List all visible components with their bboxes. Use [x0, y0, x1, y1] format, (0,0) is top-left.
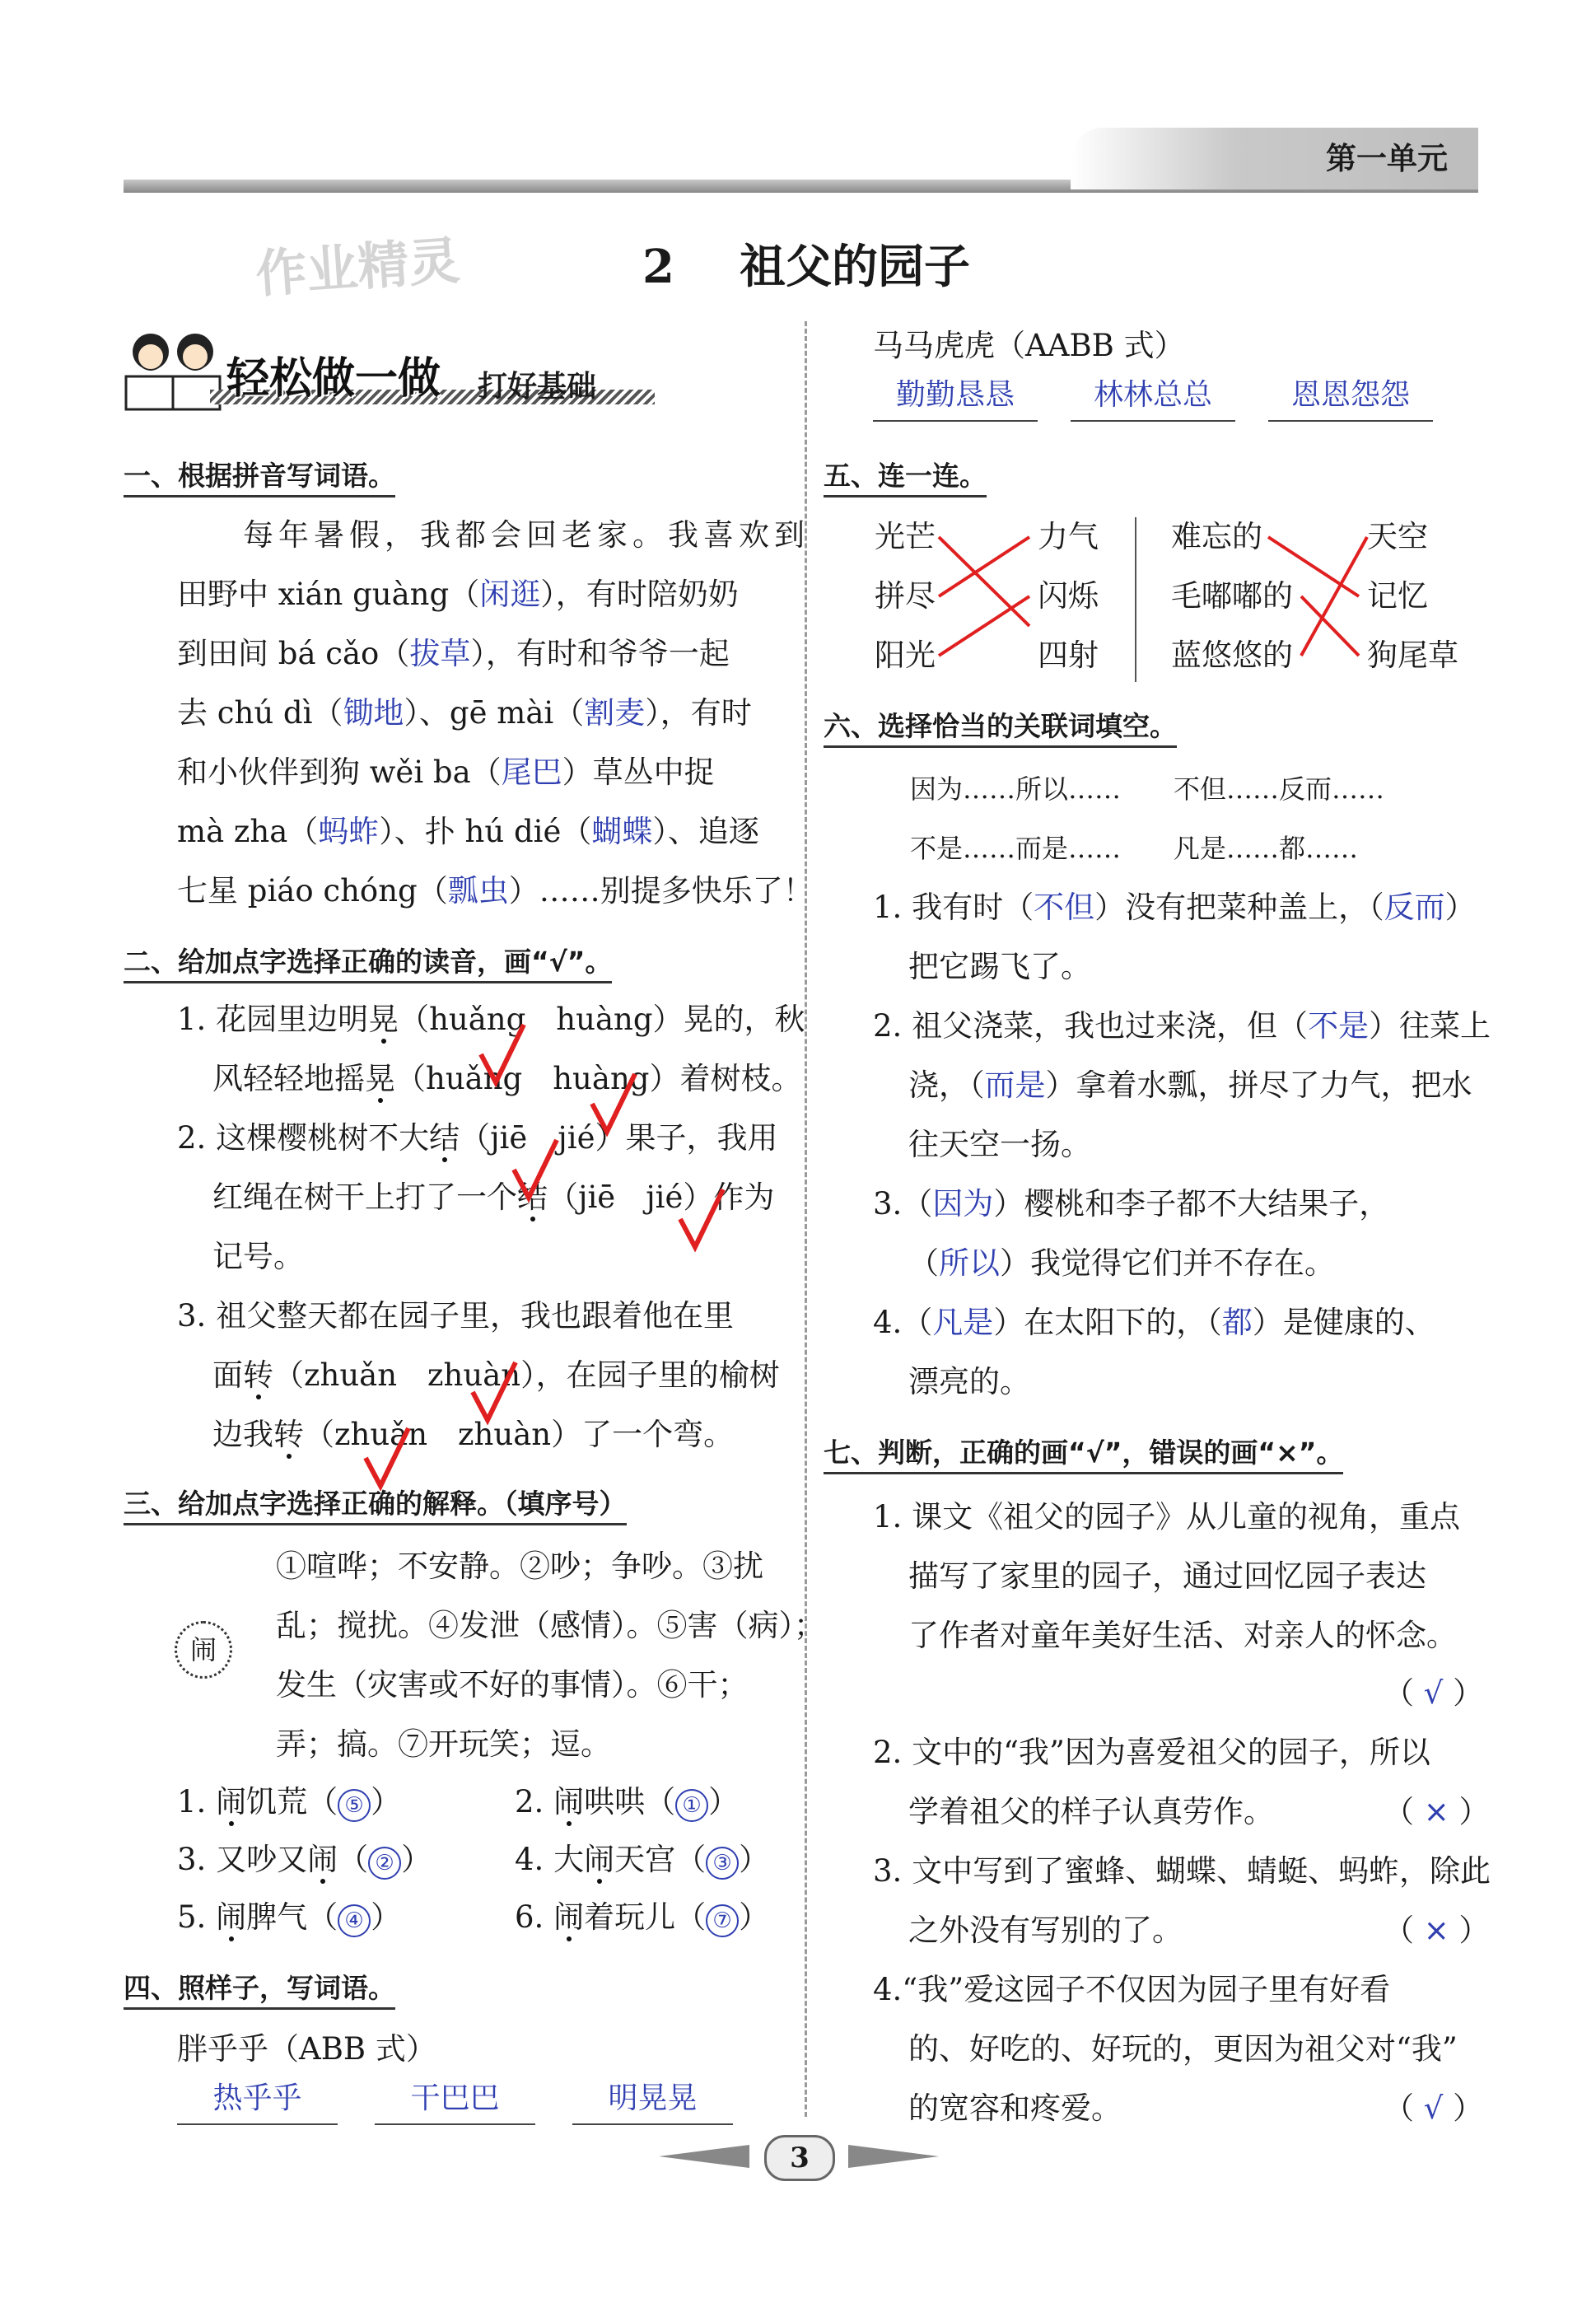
s3-item-6: 6. 闹着玩儿（ ⑦ ）	[515, 1888, 769, 1947]
match-line	[939, 596, 1029, 656]
answer-circle: ⑤	[338, 1789, 371, 1822]
s4-answer-aabb-3: 恩恩怨怨	[1268, 371, 1433, 422]
match-line	[1268, 537, 1359, 596]
s5-right2-0: 天空	[1367, 519, 1428, 554]
s3-item-1: 1. 闹饥荒（ ⑤ ）	[177, 1773, 401, 1832]
match-line	[939, 537, 1029, 596]
s6-options-2: 不是……而是…… 凡是……都……	[910, 833, 1359, 864]
banner-sub: 打好基础	[478, 370, 597, 404]
lesson-number: 2	[642, 240, 674, 294]
s6-q2-cont: 浇，（而是）拿着水瓢，拼尽了力气，把水	[908, 1067, 1472, 1103]
section-2-title: 二、给加点字选择正确的读音，画“√”。	[124, 941, 612, 983]
section-3-title: 三、给加点字选择正确的解释。（填序号）	[124, 1483, 627, 1525]
s6-q3: 3.（因为）樱桃和李子都不大结果子，	[873, 1186, 1390, 1222]
s7-q1-l2: 描写了家里的园子，通过回忆园子表达	[908, 1558, 1426, 1594]
s5-left1-1: 拼尽	[875, 578, 936, 614]
answer-circle: ①	[675, 1789, 708, 1822]
s1-line-6: 七星 piáo chóng（瓢虫）……别提多快乐了！	[177, 873, 814, 909]
answer-hudie: 蝴蝶	[591, 814, 653, 849]
s5-left1-0: 光芒	[875, 519, 936, 554]
answer-bacao: 拔草	[409, 636, 471, 671]
s4-answer-abb-1: 热乎乎	[177, 2074, 338, 2125]
s2-line-1: 1. 花园里边明晃（huǎng huàng）晃的，秋	[177, 1002, 805, 1037]
check-mark-icon	[362, 1425, 412, 1491]
s3-item-2: 2. 闹哄哄（ ① ）	[515, 1773, 739, 1832]
s7-q4-l3: 的宽容和疼爱。	[908, 2090, 1122, 2126]
check-mark-icon	[677, 1186, 726, 1252]
s5-right1-0: 力气	[1038, 519, 1099, 554]
s7-q4-answer: （ √ ）	[1384, 2090, 1484, 2126]
section-banner	[119, 325, 663, 416]
s2-line-4: 红绳在树干上打了一个结（jiē jié）作为	[212, 1180, 775, 1215]
s5-left1-2: 阳光	[875, 638, 936, 673]
s3-def-4: 弄；搞。⑦开玩笑；逗。	[276, 1726, 611, 1762]
s7-q3-l2: 之外没有写别的了。	[908, 1913, 1183, 1948]
answer-mazha: 蚂蚱	[318, 814, 380, 849]
s6-options-1: 因为……所以…… 不但……反而……	[910, 773, 1385, 805]
check-mark-icon	[469, 1359, 519, 1425]
s6-q4: 4.（凡是）在太阳下的，（都）是健康的、	[873, 1305, 1435, 1340]
s7-q1-answer: （ √ ）	[1384, 1675, 1484, 1711]
s7-q1-l3: 了作者对童年美好生活、对亲人的怀念。	[908, 1618, 1457, 1653]
answer-chudi: 锄地	[343, 695, 404, 731]
s5-right2-1: 记忆	[1367, 578, 1428, 614]
s5-left2-0: 难忘的	[1171, 519, 1262, 554]
s6-q1: 1. 我有时（不但）没有把菜种盖上，（反而）	[873, 890, 1476, 925]
s4-answer-abb-3: 明晃晃	[572, 2074, 733, 2125]
check-mark-icon	[478, 1021, 527, 1087]
answer-gemai: 割麦	[584, 695, 646, 731]
s4-answer-aabb-2: 林林总总	[1071, 371, 1235, 422]
match-line	[939, 537, 1029, 626]
column-divider	[805, 321, 807, 2117]
s5-right1-2: 四射	[1038, 638, 1099, 673]
s1-line-4: 和小伙伴到狗 wěi ba（尾巴）草丛中捉	[177, 754, 715, 790]
s1-line-5: mà zha（蚂蚱）、扑 hú dié（蝴蝶）、追逐	[177, 814, 759, 849]
answer-weiba: 尾巴	[501, 754, 562, 790]
s5-right2-2: 狗尾草	[1367, 638, 1458, 673]
s1-line-2: 到田间 bá cǎo（拔草），有时和爷爷一起	[177, 636, 730, 671]
s7-q3-l1: 3. 文中写到了蜜蜂、蝴蝶、蜻蜓、蚂蚱，除此	[873, 1853, 1491, 1889]
s3-item-5: 5. 闹脾气（ ④ ）	[177, 1888, 401, 1947]
s1-line-0: 每年暑假，我都会回老家。我喜欢到	[243, 517, 810, 553]
answer-circle: ②	[368, 1847, 401, 1880]
answer-xianguang: 闲逛	[479, 577, 541, 612]
check-mark-icon	[511, 1137, 560, 1203]
s7-q2-l1: 2. 文中的“我”因为喜爱祖父的园子，所以	[873, 1735, 1430, 1770]
s2-line-5: 记号。	[212, 1239, 304, 1274]
s1-line-3: 去 chú dì（锄地）、gē mài（割麦），有时	[177, 695, 752, 731]
unit-label: 第一单元	[1326, 140, 1448, 176]
s5-right1-1: 闪烁	[1038, 578, 1099, 614]
s4-answer-abb-2: 干巴巴	[375, 2074, 535, 2125]
s7-q2-answer: （ × ）	[1384, 1794, 1490, 1829]
s5-left2-2: 蓝悠悠的	[1171, 638, 1293, 673]
matching-lines	[824, 502, 1565, 700]
s3-def-3: 发生（灾害或不好的事情）。⑥干；	[276, 1667, 749, 1703]
section-6-title: 六、选择恰当的关联词填空。	[824, 705, 1177, 748]
section-4-title: 四、照样子，写词语。	[124, 1967, 395, 2010]
s6-q4-cont: 漂亮的。	[908, 1364, 1030, 1399]
section-5-title: 五、连一连。	[824, 455, 987, 498]
s3-def-2: 乱；搅扰。④发泄（感情）。⑤害（病）；	[276, 1608, 824, 1643]
s2-line-7: 面转（zhuǎn zhuàn），在园子里的榆树	[212, 1357, 780, 1393]
s6-q3-cont: （所以）我觉得它们并不存在。	[908, 1245, 1335, 1281]
s3-item-3: 3. 又吵又闹（ ② ）	[177, 1830, 432, 1890]
s2-line-6: 3. 祖父整天都在园子里，我也跟着他在里	[177, 1298, 735, 1334]
s2-line-2: 风轻轻地摇晃（huǎng huàng）着树枝。	[212, 1061, 802, 1096]
s6-q2-cont2: 往天空一扬。	[908, 1127, 1091, 1162]
s6-q2: 2. 祖父浇菜，我也过来浇，但（不是）往菜上	[873, 1008, 1491, 1044]
check-mark-icon	[589, 1071, 638, 1137]
s7-q3-answer: （ × ）	[1384, 1913, 1490, 1948]
lesson-title-text: 祖父的园子	[739, 240, 970, 294]
s6-q1-cont: 把它踢飞了。	[908, 949, 1091, 984]
flower-char-icon: 闹	[175, 1621, 232, 1679]
s4-answer-aabb-1: 勤勤恳恳	[873, 371, 1038, 422]
banner-main: 轻松做一做	[226, 354, 441, 404]
s3-item-4: 4. 大闹天宫（ ③ ）	[515, 1830, 769, 1890]
section-1-title: 一、根据拼音写词语。	[124, 455, 395, 498]
answer-piaochong: 瓢虫	[447, 873, 509, 909]
s2-line-3: 2. 这棵樱桃树不大结（jiē jié）果子，我用	[177, 1120, 778, 1156]
answer-circle: ③	[706, 1847, 739, 1880]
s4-example-abb: 胖乎乎（ABB 式）	[177, 2031, 436, 2067]
s7-q2-l2: 学着祖父的样子认真劳作。	[908, 1794, 1274, 1829]
page-number: 3	[764, 2135, 835, 2181]
section-7-title: 七、判断，正确的画“√”，错误的画“×”。	[824, 1432, 1343, 1474]
s7-q1-l1: 1. 课文《祖父的园子》从儿童的视角，重点	[873, 1499, 1461, 1535]
s4-example-aabb: 马马虎虎（AABB 式）	[873, 328, 1185, 363]
lesson-title	[642, 231, 970, 297]
answer-circle: ④	[338, 1904, 371, 1937]
s3-def-1: ①喧哗；不安静。②吵；争吵。③扰	[276, 1549, 763, 1584]
s7-q4-l2: 的、好吃的、好玩的，更因为祖父对“我”	[908, 2031, 1458, 2067]
answer-circle: ⑦	[706, 1904, 739, 1937]
watermark: 作业精灵	[254, 230, 462, 305]
s1-line-1: 田野中 xián guàng（闲逛），有时陪奶奶	[177, 577, 739, 612]
s7-q4-l1: 4.“我”爱这园子不仅因为园子里有好看	[873, 1972, 1391, 2007]
s2-line-8: 边我转（zhuǎn zhuàn）了一个弯。	[212, 1417, 735, 1452]
s5-left2-1: 毛嘟嘟的	[1171, 578, 1293, 614]
